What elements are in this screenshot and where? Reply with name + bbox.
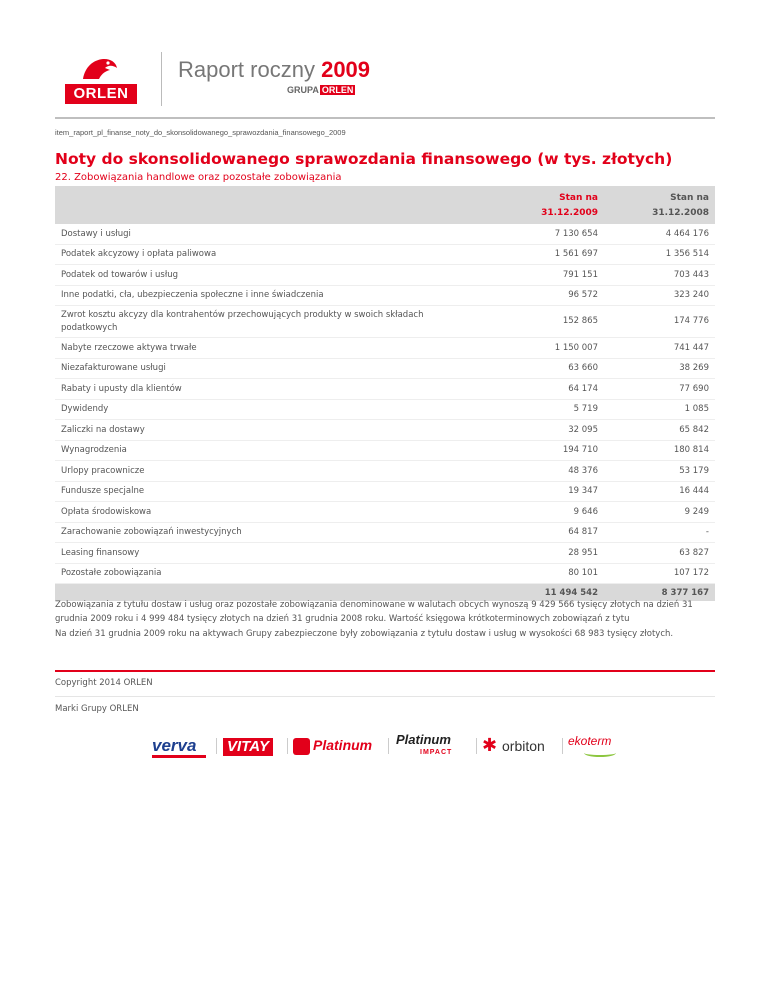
value-2009: 64 174 [482,379,604,400]
ekoterm-logo[interactable] [568,730,624,764]
table-row [55,224,715,244]
platinum-logo[interactable] [293,730,383,764]
orlen-logo[interactable] [65,57,137,105]
row-label: Podatek od towarów i usług [55,265,482,286]
header-rule [55,117,715,119]
total-2009: 11 494 542 [482,584,604,602]
value-2008: 1 356 514 [604,244,715,265]
table-row [55,461,715,482]
brand-separator [287,738,288,754]
ekoterm-wordmark: ekoterm [568,734,612,748]
page-title: Noty do skonsolidowanego sprawozdania finansowego (w tys. złotych) [55,150,673,168]
brand-separator [388,738,389,754]
section-title: 22. Zobowiązania handlowe oraz pozostałe zobowiązania [55,172,342,183]
value-2009: 5 719 [482,399,604,420]
value-2009: 64 817 [482,522,604,543]
table-row [55,265,715,286]
report-header [55,52,715,112]
value-2009: 9 646 [482,502,604,523]
breadcrumb: item_raport_pl_finanse_noty_do_skonsolidowanego_sprawozdania_finansowego_2009 [55,128,346,137]
value-2009: 1 150 007 [482,338,604,359]
verva-wordmark: verva [152,736,197,755]
brand-separator [216,738,217,754]
table-row [55,420,715,441]
platinum-impact-wordmark: Platinum [396,732,451,747]
value-2009: 7 130 654 [482,224,604,244]
row-label: Dywidendy [55,399,482,420]
table-row [55,379,715,400]
row-label: Rabaty i upusty dla klientów [55,379,482,400]
value-2009: 48 376 [482,461,604,482]
report-year: 2009 [321,57,371,82]
total-2008: 8 377 167 [604,584,715,602]
platinum-p-icon [293,738,310,755]
logo-wordmark: ORLEN [65,84,137,104]
value-2008: 180 814 [604,440,715,461]
liabilities-table [55,186,715,601]
column-header-label: Stan na [670,193,709,203]
vitay-logo[interactable] [223,730,280,764]
fx-note: Zobowiązania z tytułu dostaw i usług oraz pozostałe zobowiązania denominowane w walutach obcych wynoszą 9 429 566 tysięcy złotych na dzień 31 grudnia 2009 roku i 4 999 484 tysięcy złotych na dzień 31 grudnia 2008 roku. Wartość księgowa krótkoterminowych zobowiązań z tytu [55,600,693,624]
row-label: Podatek akcyzowy i opłata paliwowa [55,244,482,265]
value-2008: 65 842 [604,420,715,441]
brands-label: Marki Grupy ORLEN [55,704,139,714]
orbiton-wordmark: orbiton [502,738,545,754]
value-2008: 174 776 [604,306,715,338]
label-column-header [55,186,482,224]
column-header-date: 31.12.2009 [541,208,598,218]
brand-logos [150,730,625,764]
value-2008: 38 269 [604,358,715,379]
grupa-orlen-label [287,85,355,95]
row-label: Inne podatki, cła, ubezpieczenia społeczne i inne świadczenia [55,285,482,306]
row-label: Zwrot kosztu akcyzy dla kontrahentów przechowujących produkty w swoich składach podatkowych [55,306,482,338]
table-header-row [55,186,715,224]
footer-divider [55,696,715,697]
table-row [55,522,715,543]
table-row [55,563,715,584]
column-header-label: Stan na [559,193,598,203]
row-label: Leasing finansowy [55,543,482,564]
brand-separator [476,738,477,754]
value-2008: 323 240 [604,285,715,306]
value-2008: - [604,522,715,543]
report-title [178,57,370,83]
row-label: Urlopy pracownicze [55,461,482,482]
table-row [55,502,715,523]
table-row [55,399,715,420]
platinum-wordmark: Platinum [313,737,373,753]
row-label: Fundusze specjalne [55,481,482,502]
report-title-text: Raport roczny [178,57,315,82]
table-row [55,543,715,564]
value-2009: 96 572 [482,285,604,306]
table-row [55,481,715,502]
verva-underline [152,755,206,758]
table-row [55,440,715,461]
value-2008: 77 690 [604,379,715,400]
column-header-date: 31.12.2008 [652,208,709,218]
value-2009: 152 865 [482,306,604,338]
value-2008: 9 249 [604,502,715,523]
table-row [55,338,715,359]
value-2009: 1 561 697 [482,244,604,265]
column-header-2009 [482,186,604,224]
collateral-note: Na dzień 31 grudnia 2009 roku na aktywach Grupy zabezpieczone były zobowiązania z tytułu dostaw i usług w wysokości 68 983 tysięcy złotych. [55,629,674,639]
value-2008: 16 444 [604,481,715,502]
table-row [55,244,715,265]
header-divider [161,52,162,106]
row-label: Opłata środowiskowa [55,502,482,523]
verva-logo[interactable] [150,730,210,764]
value-2009: 791 151 [482,265,604,286]
value-2008: 703 443 [604,265,715,286]
grupa-text: GRUPA [287,85,319,95]
column-header-2008 [604,186,715,224]
table-row [55,285,715,306]
impact-wordmark: IMPACT [420,749,453,756]
row-label: Niezafakturowane usługi [55,358,482,379]
value-2008: 53 179 [604,461,715,482]
grupa-brand-box: ORLEN [321,85,354,95]
copyright: Copyright 2014 ORLEN [55,678,153,688]
value-2008: 4 464 176 [604,224,715,244]
value-2009: 63 660 [482,358,604,379]
orbiton-star-icon: ✱ [482,735,498,755]
footer-rule [55,670,715,672]
row-label: Nabyte rzeczowe aktywa trwałe [55,338,482,359]
row-label: Pozostałe zobowiązania [55,563,482,584]
eagle-head-icon [79,57,119,81]
value-2009: 32 095 [482,420,604,441]
table-row [55,306,715,338]
row-label: Dostawy i usługi [55,224,482,244]
orbiton-logo[interactable] [482,730,557,764]
value-2008: 107 172 [604,563,715,584]
value-2008: 741 447 [604,338,715,359]
platinum-impact-logo[interactable] [394,730,472,764]
table-row [55,358,715,379]
ekoterm-leaf-icon [584,749,616,757]
value-2009: 80 101 [482,563,604,584]
value-2009: 28 951 [482,543,604,564]
row-label: Zaliczki na dostawy [55,420,482,441]
row-label: Wynagrodzenia [55,440,482,461]
value-2009: 19 347 [482,481,604,502]
row-label: Zarachowanie zobowiązań inwestycyjnych [55,522,482,543]
value-2008: 1 085 [604,399,715,420]
brand-separator [562,738,563,754]
value-2009: 194 710 [482,440,604,461]
value-2008: 63 827 [604,543,715,564]
vitay-wordmark: VITAY [223,738,273,756]
